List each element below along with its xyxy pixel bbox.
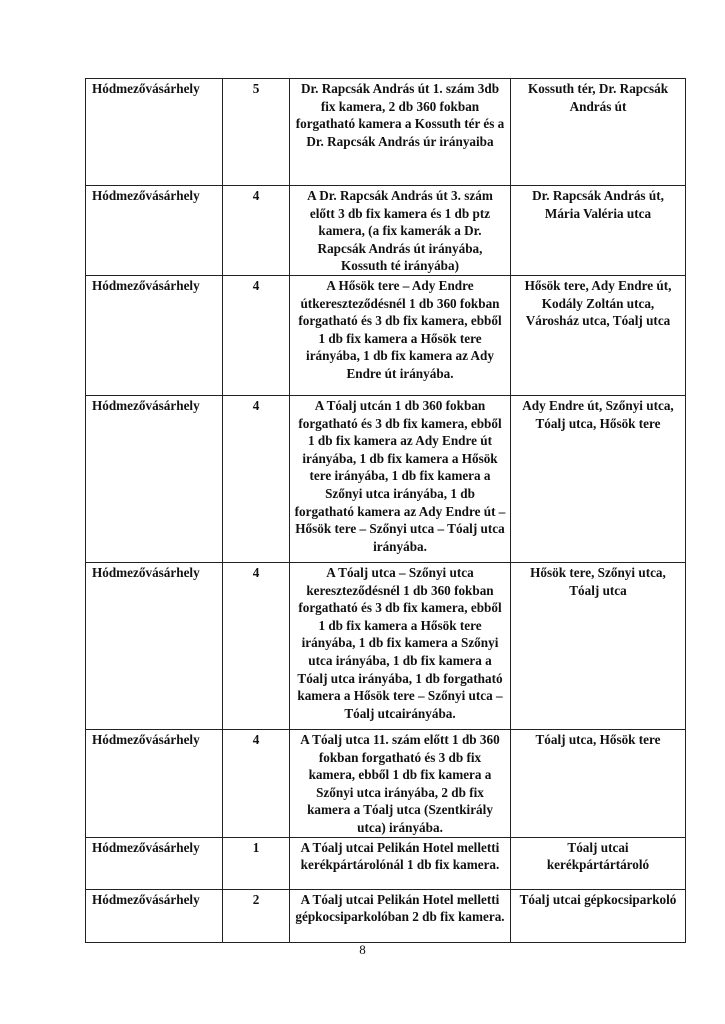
streets-cell: Dr. Rapcsák András út, Mária Valéria utca <box>511 186 686 276</box>
streets-cell: Tóalj utcai gépkocsiparkoló <box>511 889 686 942</box>
city-cell: Hódmezővásárhely <box>86 562 223 729</box>
description-cell: A Hősök tere – Ady Endre útkereszteződésnél 1 db 360 fokban forgatható és 3 db fix kamera, ebből 1 db fix kamera a Hősök tere irányába, 1 db fix kamera az Ady Endre út irányába. <box>290 275 511 395</box>
camera-count-cell: 1 <box>223 837 290 889</box>
city-cell: Hódmezővásárhely <box>86 186 223 276</box>
description-cell: A Tóalj utcai Pelikán Hotel melletti gépkocsiparkolóban 2 db fix kamera. <box>290 889 511 942</box>
description-cell: A Tóalj utca 11. szám előtt 1 db 360 fokban forgatható és 3 db fix kamera, ebből 1 db fix kamera a Szőnyi utca irányába, 2 db fix kamera a Tóalj utca (Szentkirály utca) irányába. <box>290 729 511 837</box>
table-row <box>86 562 686 729</box>
table-row <box>86 79 686 186</box>
city-cell: Hódmezővásárhely <box>86 79 223 186</box>
city-cell: Hódmezővásárhely <box>86 837 223 889</box>
table-row <box>86 395 686 562</box>
camera-count-cell: 2 <box>223 889 290 942</box>
camera-count-cell: 4 <box>223 186 290 276</box>
table-row <box>86 729 686 837</box>
camera-count-cell: 4 <box>223 729 290 837</box>
city-cell: Hódmezővásárhely <box>86 275 223 395</box>
table-row <box>86 275 686 395</box>
camera-locations-table <box>85 78 686 943</box>
streets-cell: Hősök tere, Szőnyi utca, Tóalj utca <box>511 562 686 729</box>
streets-cell: Tóalj utcai kerékpártártároló <box>511 837 686 889</box>
description-cell: A Tóalj utca – Szőnyi utca kereszteződésnél 1 db 360 fokban forgatható és 3 db fix kamera, ebből 1 db fix kamera a Hősök tere irányába, 1 db fix kamera a Szőnyi utca irányába, 1 db fix kamera a Tóalj utca irányába, 1 db forgatható kamera a Hősök tere – Szőnyi utca – Tóalj utcairányába. <box>290 562 511 729</box>
description-cell: Dr. Rapcsák András út 1. szám 3db fix kamera, 2 db 360 fokban forgatható kamera a Kossuth tér és a Dr. Rapcsák András úr irányaiba <box>290 79 511 186</box>
table-row <box>86 186 686 276</box>
table-row <box>86 889 686 942</box>
description-cell: A Tóalj utcán 1 db 360 fokban forgatható és 3 db fix kamera, ebből 1 db fix kamera az Ady Endre út irányába, 1 db fix kamera a Hősök tere irányába, 1 db fix kamera a Szőnyi utca irányába, 1 db forgatható kamera az Ady Endre út – Hősök tere – Szőnyi utca – Tóalj utca irányába. <box>290 395 511 562</box>
streets-cell: Kossuth tér, Dr. Rapcsák András út <box>511 79 686 186</box>
city-cell: Hódmezővásárhely <box>86 889 223 942</box>
streets-cell: Ady Endre út, Szőnyi utca, Tóalj utca, Hősök tere <box>511 395 686 562</box>
streets-cell: Hősök tere, Ady Endre út, Kodály Zoltán utca, Városház utca, Tóalj utca <box>511 275 686 395</box>
camera-count-cell: 4 <box>223 562 290 729</box>
camera-count-cell: 5 <box>223 79 290 186</box>
description-cell: A Tóalj utcai Pelikán Hotel melletti kerékpártárolónál 1 db fix kamera. <box>290 837 511 889</box>
city-cell: Hódmezővásárhely <box>86 395 223 562</box>
page-number: 8 <box>359 942 366 957</box>
camera-count-cell: 4 <box>223 395 290 562</box>
streets-cell: Tóalj utca, Hősök tere <box>511 729 686 837</box>
city-cell: Hódmezővásárhely <box>86 729 223 837</box>
table-row <box>86 837 686 889</box>
camera-count-cell: 4 <box>223 275 290 395</box>
description-cell: A Dr. Rapcsák András út 3. szám előtt 3 db fix kamera és 1 db ptz kamera, (a fix kamerák a Dr. Rapcsák András út irányába, Kossuth té irányába) <box>290 186 511 276</box>
